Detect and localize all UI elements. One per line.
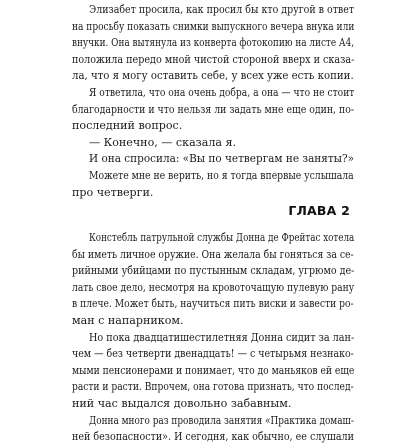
top-paragraph-1-line-2: последний вопрос. bbox=[72, 119, 183, 133]
top-paragraph-0-line-1: на просьбу показать снимки выпускного вечера внука или bbox=[72, 19, 355, 33]
top-paragraph-0-line-2: внучки. Она вытянула из конверта фотокопию на листе А4, bbox=[72, 36, 355, 50]
top-paragraph-0-line-3: положила передо мной чистой стороной вверх и сказа- bbox=[72, 52, 355, 66]
top-paragraph-3-line-0: И она спросила: «Вы по четвергам не заняты?» bbox=[89, 152, 355, 166]
bottom-paragraph-0-line-1: бы иметь личное оружие. Она желала бы гоняться за се- bbox=[72, 247, 354, 261]
top-paragraph-4-line-1: про четверги. bbox=[72, 185, 154, 199]
top-paragraph-0-line-0: Элизабет просила, как просил бы кто другой в ответ bbox=[89, 3, 355, 16]
top-paragraph-0-line-4: ла, что я могу оставить себе, у всех уже есть копии. bbox=[72, 69, 354, 83]
bottom-paragraph-0-line-4: в плече. Может быть, научиться пить виски и завести ро- bbox=[72, 297, 354, 311]
chapter-heading: ГЛАВА 2 bbox=[288, 203, 350, 218]
bottom-paragraph-1-line-3: расти и расти. Впрочем, она готова признать, что послед- bbox=[72, 380, 354, 394]
top-paragraph-4-line-0: Можете мне не верить, но я тогда впервые услышала bbox=[89, 169, 354, 182]
bottom-paragraph-0-line-0: Констебль патрульной службы Донна де Фрейтас хотела bbox=[89, 231, 355, 244]
bottom-paragraph-0-line-5: ман с напарником. bbox=[72, 314, 184, 327]
bottom-paragraph-0-line-3: лать свое дело, несмотря на кровоточащую пулевую рану bbox=[72, 280, 355, 294]
bottom-paragraph-1-line-4: ний час выдался довольно забавным. bbox=[72, 397, 292, 410]
bottom-paragraph-2-line-1: ней безопасности». И сегодня, как обычно, ее слушали bbox=[72, 430, 354, 444]
top-paragraph-2-line-0: — Конечно, — сказала я. bbox=[89, 135, 237, 149]
bottom-paragraph-0-line-2: рийными убийцами по пустынным складам, угрюмо де- bbox=[72, 264, 355, 278]
top-paragraph-1-line-0: Я ответила, что она очень добра, а она — что не стоит bbox=[89, 86, 355, 99]
top-paragraph-1-line-1: благодарности и что нельзя ли задать мне еще один, по- bbox=[72, 102, 354, 116]
bottom-paragraph-2-line-0: Донна много раз проводила занятия «Практика домаш- bbox=[89, 413, 354, 427]
bottom-paragraph-1-line-1: чем — без четверти двенадцать! — с четырьмя незнако- bbox=[72, 347, 354, 361]
bottom-paragraph-1-line-2: мыми пенсионерами и понимает, что до маньяков ей еще bbox=[72, 363, 355, 377]
bottom-paragraph-1-line-0: Но пока двадцатишестилетняя Донна сидит за лан- bbox=[89, 330, 355, 344]
